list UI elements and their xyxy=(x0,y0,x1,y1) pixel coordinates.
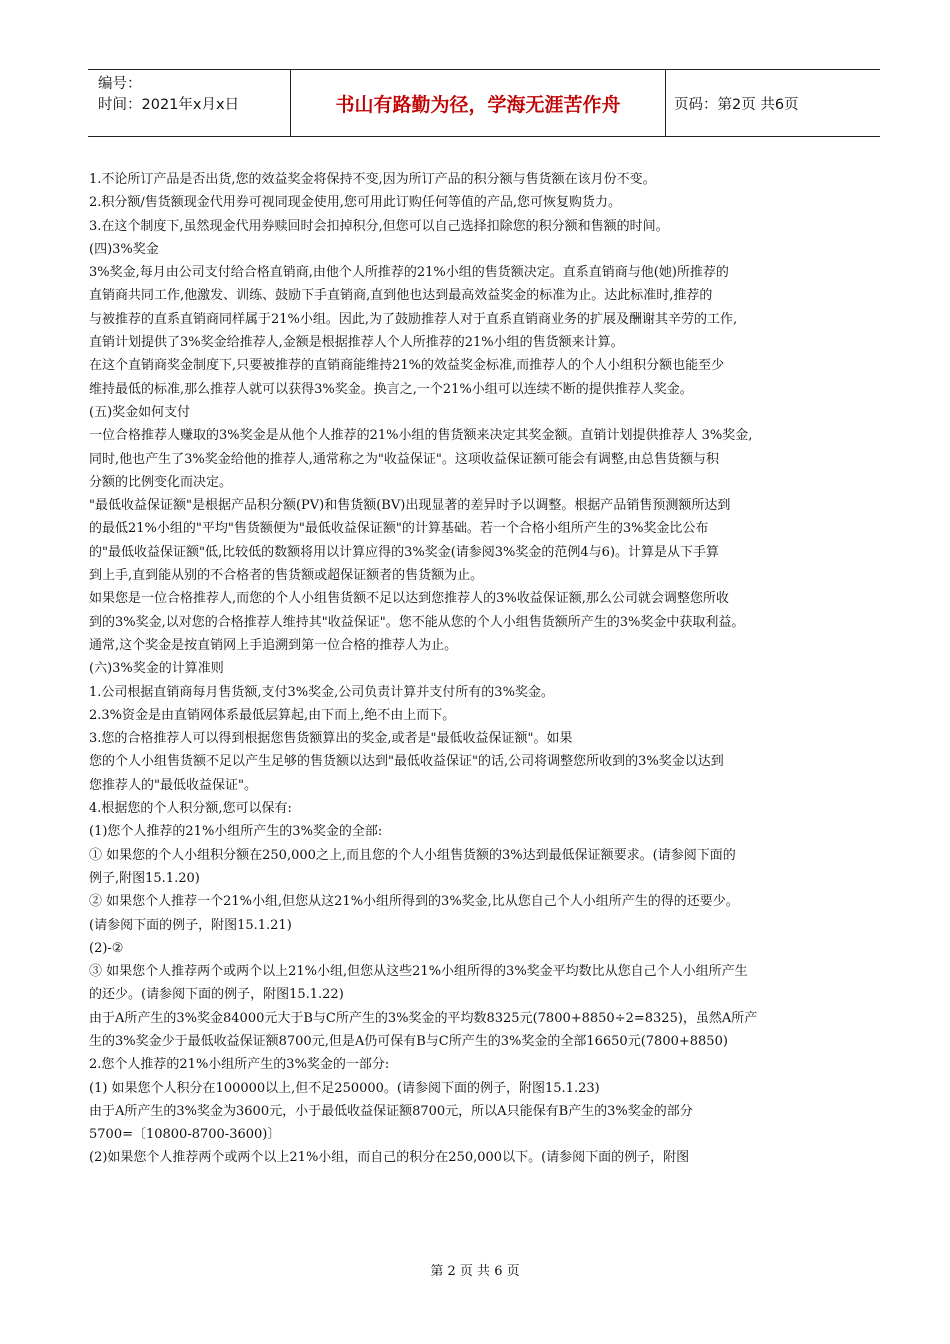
text-line: 通常,这个奖金是按直销网上手追溯到第一位合格的推荐人为止。 xyxy=(89,637,458,653)
text-line: 3%奖金,每月由公司支付给合格直销商,由他个人所推荐的21%小组的售货额决定。直系直销商与他(她)所推荐的 xyxy=(89,265,729,281)
text-line: (1) 如果您个人积分在100000以上,但不足250000。(请参阅下面的例子，附图15.1.23) xyxy=(89,1080,600,1096)
text-line: 一位合格推荐人赚取的3%奖金是从他个人推荐的21%小组的售货额来决定其奖金额。直销计划提供推荐人 3%奖金, xyxy=(89,428,753,444)
text-line: 在这个直销商奖金制度下,只要被推荐的直销商能维持21%的效益奖金标准,而推荐人的个人小组积分额也能至少 xyxy=(89,358,725,374)
page-footer: 第 2 页 共 6 页 xyxy=(430,1264,520,1279)
text-line: ② 如果您个人推荐一个21%小组,但您从这21%小组所得到的3%奖金,比从您自己个人小组所产生的得的还要少。 xyxy=(89,894,739,910)
text-line: (六)3%奖金的计算准则 xyxy=(89,661,224,677)
text-line: ③ 如果您个人推荐两个或两个以上21%小组,但您从这些21%小组所得的3%奖金平均数比从您自己个人小组所产生 xyxy=(89,964,748,980)
text-line: 与被推荐的直系直销商同样属于21%小组。因此,为了鼓励推荐人对于直系直销商业务的扩展及酬谢其辛劳的工作, xyxy=(89,311,738,327)
text-line: (2)如果您个人推荐两个或两个以上21%小组，而自己的积分在250,000以下。(请参阅下面的例子，附图 xyxy=(89,1150,690,1166)
text-line: 维持最低的标准,那么推荐人就可以获得3%奖金。换言之,一个21%小组可以连续不断的提供推荐人奖金。 xyxy=(89,381,693,397)
text-line: 2.您个人推荐的21%小组所产生的3%奖金的一部分: xyxy=(89,1057,390,1073)
text-line: 3.您的合格推荐人可以得到根据您售货额算出的奖金,或者是"最低收益保证额"。如果 xyxy=(89,731,573,747)
text-line: 3.在这个制度下,虽然现金代用券赎回时会扣掉积分,但您可以自己选择扣除您的积分额和售额的时间。 xyxy=(89,218,669,234)
text-line: 例子,附图15.1.20) xyxy=(89,870,200,886)
code-label: 编号： xyxy=(98,76,142,92)
header-page-number: 页码：第2页 共6页 xyxy=(674,96,799,113)
header-motto: 书山有路勤为径，学海无涯苦作舟 xyxy=(290,70,666,136)
text-line: 直销计划提供了3%奖金给推荐人,金额是根据推荐人个人所推荐的21%小组的售货额来计算。 xyxy=(89,335,624,351)
text-line: 1.公司根据直销商每月售货额,支付3%奖金,公司负责计算并支付所有的3%奖金。 xyxy=(89,684,554,700)
text-line: (请参阅下面的例子，附图15.1.21) xyxy=(89,917,292,933)
text-line: 您的个人小组售货额不足以产生足够的售货额以达到"最低收益保证"的话,公司将调整您所收到的3%奖金以达到 xyxy=(89,754,724,770)
page-header xyxy=(88,69,880,137)
text-line: ① 如果您的个人小组积分额在250,000之上,而且您的个人小组售货额的3%达到最低保证额要求。(请参阅下面的 xyxy=(89,847,736,863)
text-line: 由于A所产生的3%奖金为3600元，小于最低收益保证额8700元，所以A只能保有B产生的3%奖金的部分 xyxy=(89,1103,693,1119)
text-line: 直销商共同工作,他激发、训练、鼓励下手直销商,直到他也达到最高效益奖金的标准为止。达此标准时,推荐的 xyxy=(89,288,713,304)
text-line: 如果您是一位合格推荐人,而您的个人小组售货额不足以达到您推荐人的3%收益保证额,那么公司就会调整您所收 xyxy=(89,591,729,607)
document-body xyxy=(89,168,881,1170)
text-line: (四)3%奖金 xyxy=(89,241,159,257)
text-line: 2.积分额/售货额现金代用券可视同现金使用,您可用此订购任何等值的产品,您可恢复购货力。 xyxy=(89,195,622,211)
text-line: (2)-② xyxy=(89,940,124,956)
text-line: "最低收益保证额"是根据产品积分额(PV)和售货额(BV)出现显著的差异时予以调整。根据产品销售预测额所达到 xyxy=(89,498,731,514)
text-line: 同时,他也产生了3%奖金给他的推荐人,通常称之为"收益保证"。这项收益保证额可能会有调整,由总售货额与积 xyxy=(89,451,719,467)
text-line: (五)奖金如何支付 xyxy=(89,404,191,420)
text-line: (1)您个人推荐的21%小组所产生的3%奖金的全部: xyxy=(89,824,383,840)
text-line: 到上手,直到能从别的不合格者的售货额或超保证额者的售货额为止。 xyxy=(89,568,484,584)
text-line: 的最低21%小组的"平均"售货额便为"最低收益保证额"的计算基础。若一个合格小组所产生的3%奖金比公布 xyxy=(89,521,709,537)
text-line: 的"最低收益保证额"低,比较低的数额将用以计算应得的3%奖金(请参阅3%奖金的范例4与6)。计算是从下手算 xyxy=(89,544,720,560)
text-line: 分额的比例变化而决定。 xyxy=(89,474,233,490)
text-line: 您推荐人的"最低收益保证"。 xyxy=(89,777,257,793)
text-line: 5700=〔10800-8700-3600)〕 xyxy=(89,1127,281,1143)
time-label: 时间：2021年x月x日 xyxy=(98,97,240,113)
header-info xyxy=(98,74,288,116)
text-line: 由于A所产生的3%奖金84000元大于B与C所产生的3%奖金的平均数8325元(7800+8850÷2=8325)，虽然A所产 xyxy=(89,1010,758,1026)
text-line: 2.3%资金是由直销网体系最低层算起,由下而上,绝不由上而下。 xyxy=(89,707,456,723)
text-line: 到的3%奖金,以对您的合格推荐人维持其"收益保证"。您不能从您的个人小组售货额所产生的3%奖金中获取利益。 xyxy=(89,614,745,630)
text-line: 的还少。(请参阅下面的例子，附图15.1.22) xyxy=(89,987,344,1003)
text-line: 生的3%奖金少于最低收益保证额8700元,但是A仍可保有B与C所产生的3%奖金的全部16650元(7800+8850) xyxy=(89,1033,728,1049)
text-line: 1.不论所订产品是否出货,您的效益奖金将保持不变,因为所订产品的积分额与售货额在该月份不变。 xyxy=(89,172,656,187)
text-line: 4.根据您的个人积分额,您可以保有: xyxy=(89,801,292,817)
